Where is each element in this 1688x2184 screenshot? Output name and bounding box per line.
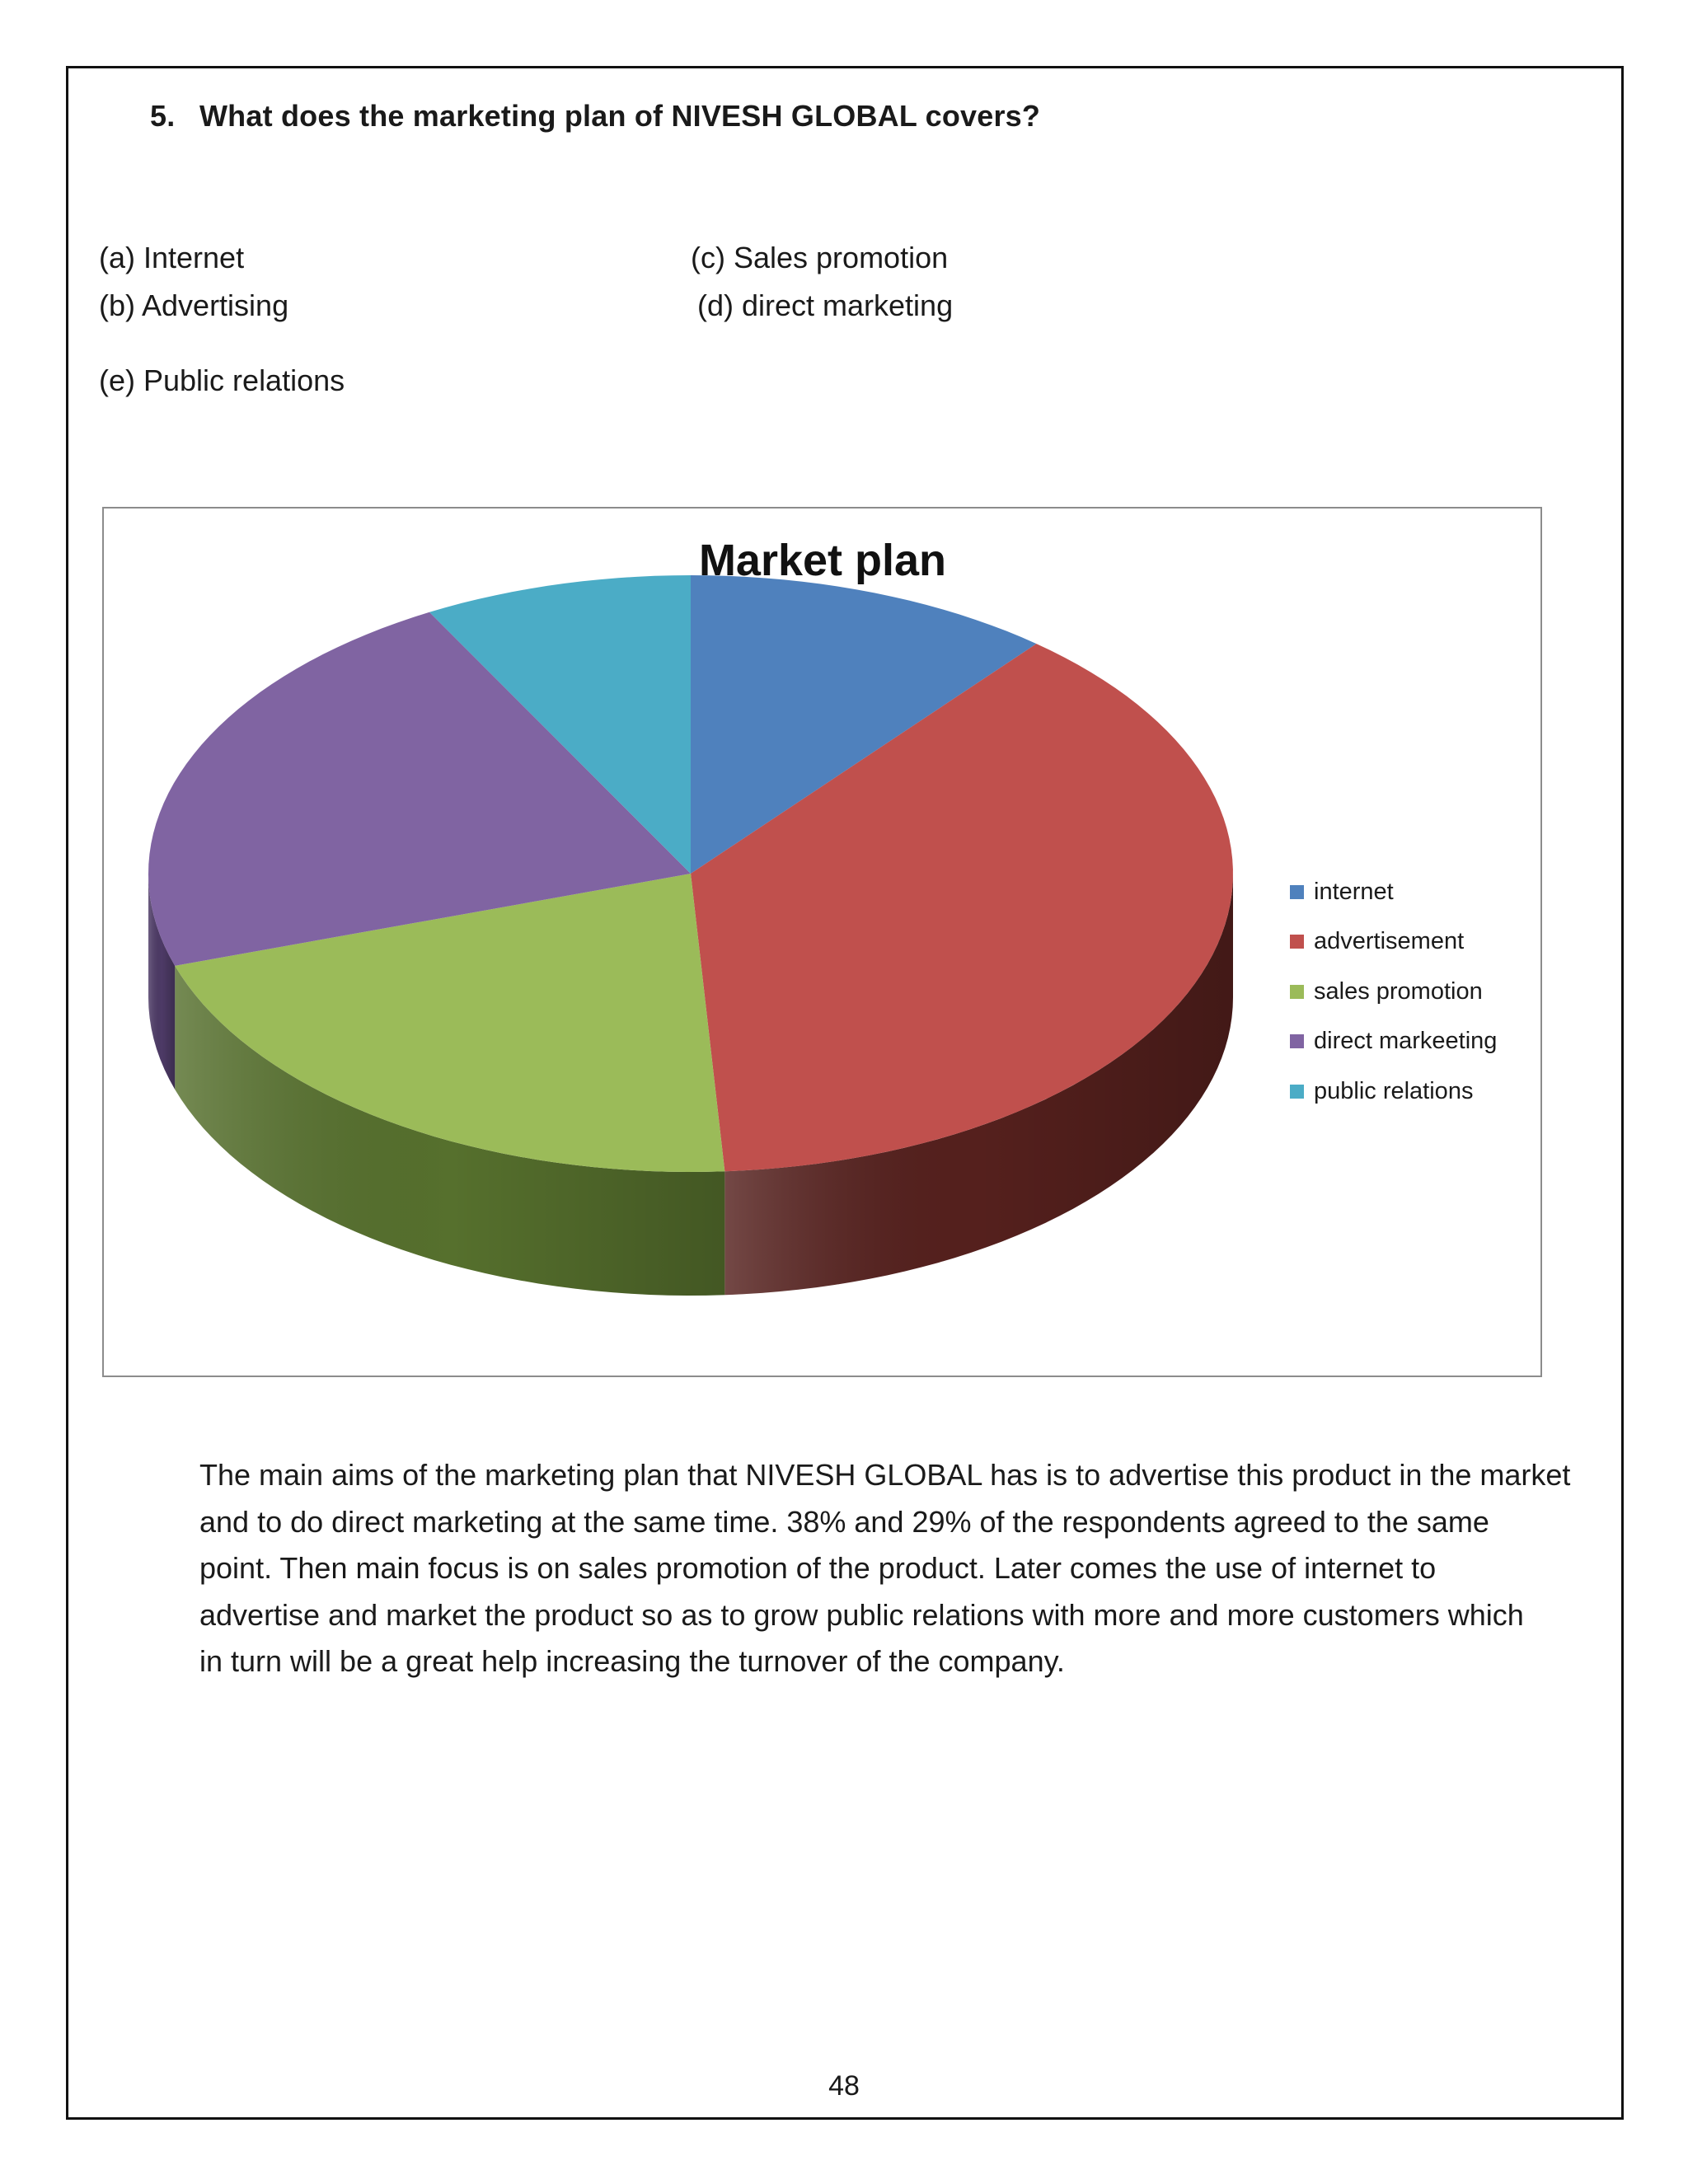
legend-label: internet bbox=[1314, 878, 1394, 905]
option-c: (c) Sales promotion bbox=[691, 241, 949, 274]
body-paragraph bbox=[199, 1452, 1584, 1685]
question-text: What does the marketing plan of NIVESH GLOBAL covers? bbox=[199, 99, 1041, 133]
legend-item bbox=[1290, 1066, 1537, 1117]
legend-label: public relations bbox=[1314, 1077, 1474, 1104]
option-a: (a) Internet bbox=[99, 241, 245, 274]
legend-label: direct markeeting bbox=[1314, 1028, 1498, 1055]
paragraph-line: The main aims of the marketing plan that NIVESH GLOBAL has is to advertise this product in the market bbox=[199, 1458, 1571, 1492]
paragraph-line: point. Then main focus is on sales promotion of the product. Later comes the use of internet to bbox=[199, 1551, 1437, 1585]
pie-slices bbox=[148, 575, 1233, 1172]
option-b: (b) Advertising bbox=[99, 288, 289, 322]
question-number: 5. bbox=[150, 99, 176, 133]
legend-item bbox=[1290, 1017, 1537, 1067]
chart-title: Market plan bbox=[698, 536, 947, 585]
legend-label: sales promotion bbox=[1314, 977, 1483, 1005]
paragraph-line: in turn will be a great help increasing the turnover of the company. bbox=[199, 1644, 1065, 1678]
paragraph-line: advertise and market the product so as to grow public relations with more and more customers which bbox=[199, 1597, 1524, 1632]
legend-swatch bbox=[1290, 1034, 1304, 1048]
legend-label: advertisement bbox=[1314, 928, 1465, 955]
legend-swatch bbox=[1290, 1085, 1304, 1099]
legend-swatch bbox=[1290, 885, 1304, 899]
page-number: 48 bbox=[828, 2070, 860, 2102]
option-d: (d) direct marketing bbox=[697, 288, 954, 322]
legend-item bbox=[1290, 967, 1537, 1017]
legend-swatch bbox=[1290, 935, 1304, 949]
option-e: (e) Public relations bbox=[99, 363, 345, 397]
legend-item bbox=[1290, 867, 1537, 917]
chart-legend bbox=[1290, 867, 1537, 1117]
legend-swatch bbox=[1290, 985, 1304, 999]
legend-item bbox=[1290, 917, 1537, 968]
paragraph-line: and to do direct marketing at the same time. 38% and 29% of the respondents agreed to the same bbox=[199, 1504, 1489, 1539]
